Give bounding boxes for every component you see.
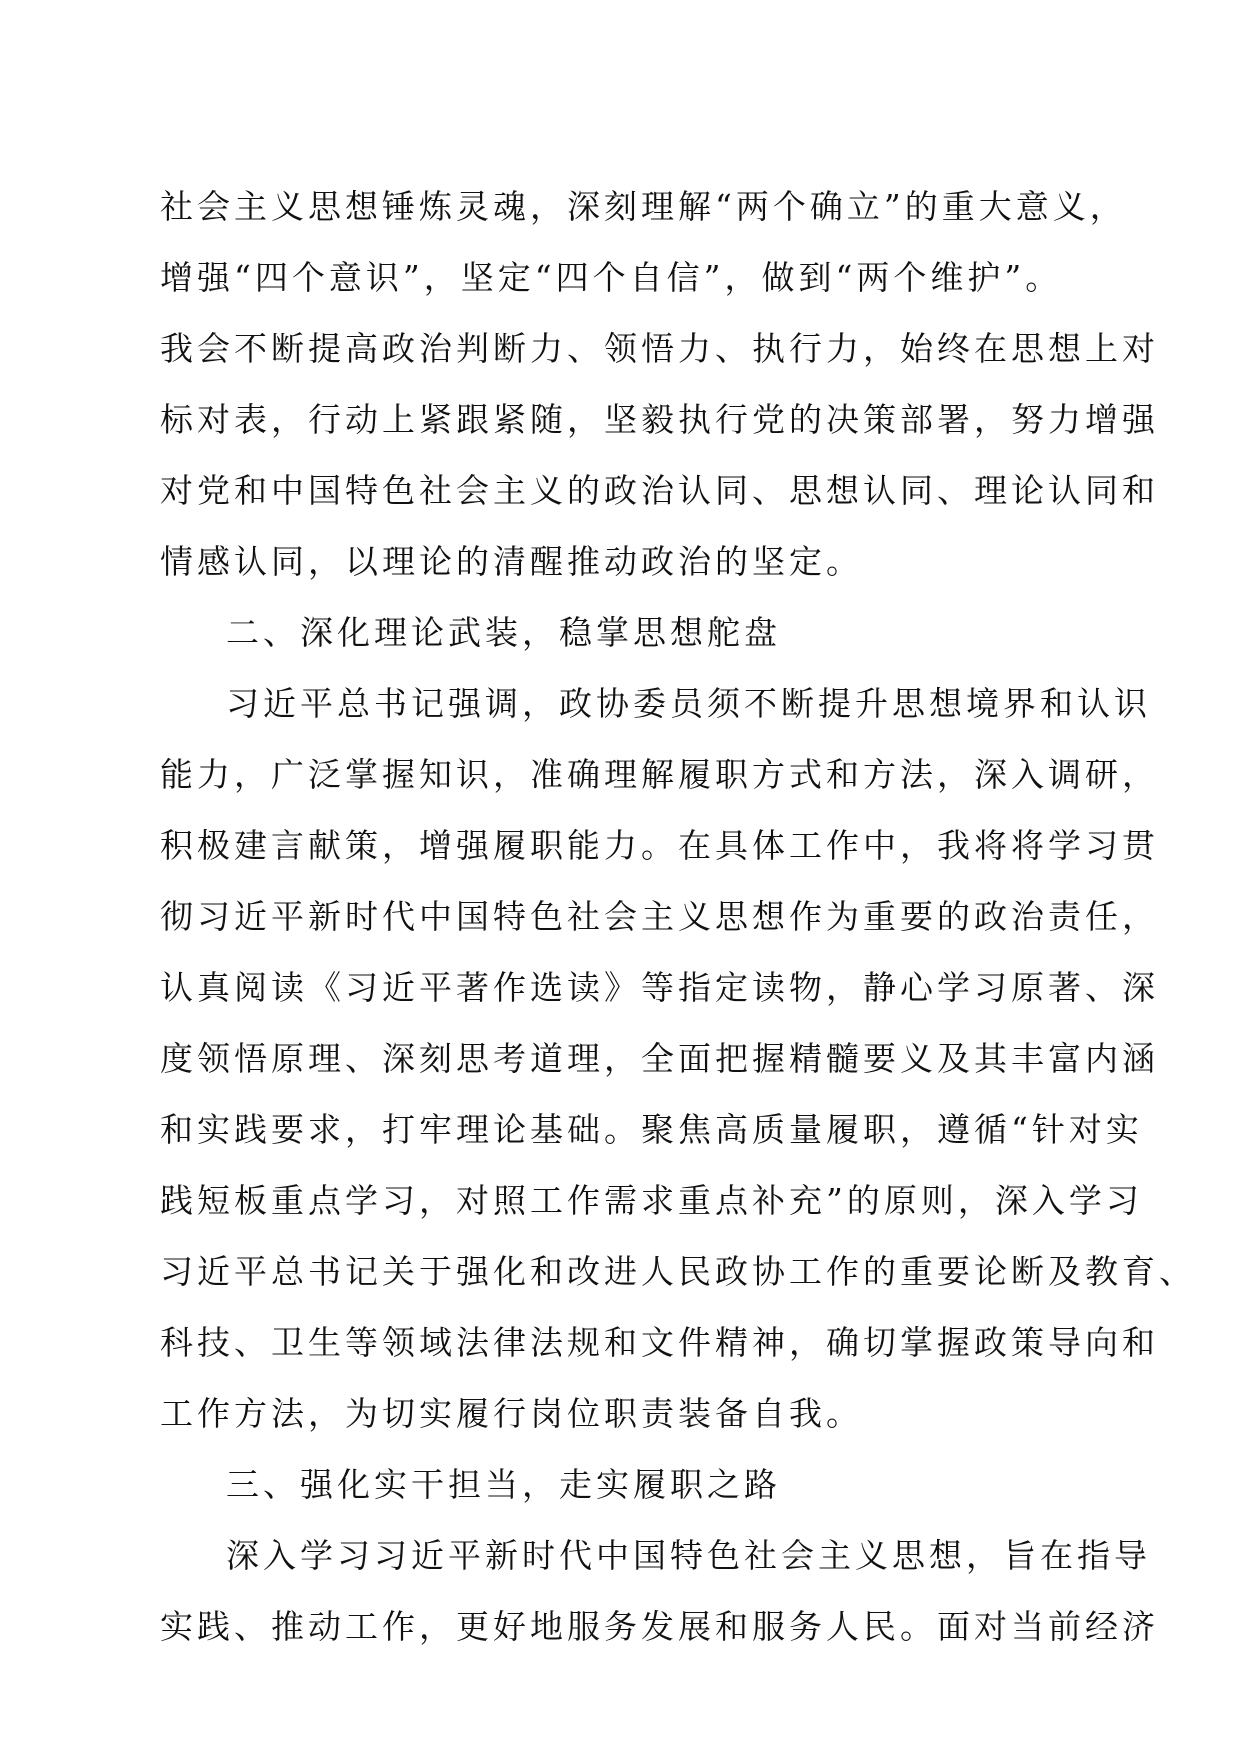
section-heading: 三、强化实干担当，走实履职之路 bbox=[226, 1465, 781, 1504]
document-body bbox=[160, 187, 1196, 1681]
text-line: 对党和中国特色社会主义的政治认同、思想认同、理论认同和 bbox=[160, 471, 1159, 510]
text-line: 习近平总书记关于强化和改进人民政协工作的重要论断及教育、 bbox=[160, 1252, 1196, 1291]
text-line: 实践、推动工作，更好地服务发展和服务人民。面对当前经济 bbox=[160, 1607, 1159, 1646]
text-line: 践短板重点学习，对照工作需求重点补充”的原则，深入学习 bbox=[160, 1181, 1143, 1220]
text-line: 能力，广泛掌握知识，准确理解履职方式和方法，深入调研， bbox=[160, 755, 1159, 794]
paragraph-first-line: 习近平总书记强调，政协委员须不断提升思想境界和认识 bbox=[226, 684, 1151, 723]
text-line: 工作方法，为切实履行岗位职责装备自我。 bbox=[160, 1394, 863, 1433]
text-line: 情感认同，以理论的清醒推动政治的坚定。 bbox=[160, 542, 863, 581]
section-heading: 二、深化理论武装，稳掌思想舵盘 bbox=[226, 613, 781, 652]
text-line: 积极建言献策，增强履职能力。在具体工作中，我将将学习贯 bbox=[160, 826, 1159, 865]
text-line: 我会不断提高政治判断力、领悟力、执行力，始终在思想上对 bbox=[160, 329, 1159, 368]
text-line: 和实践要求，打牢理论基础。聚焦高质量履职，遵循“针对实 bbox=[160, 1110, 1143, 1149]
text-line: 科技、卫生等领域法律法规和文件精神，确切掌握政策导向和 bbox=[160, 1323, 1159, 1362]
text-line: 社会主义思想锤炼灵魂，深刻理解“两个确立”的重大意义， bbox=[160, 187, 1127, 226]
text-line: 认真阅读《习近平著作选读》等指定读物，静心学习原著、深 bbox=[160, 968, 1159, 1007]
text-line: 彻习近平新时代中国特色社会主义思想作为重要的政治责任， bbox=[160, 897, 1159, 936]
text-line: 标对表，行动上紧跟紧随，坚毅执行党的决策部署，努力增强 bbox=[160, 400, 1159, 439]
text-line: 度领悟原理、深刻思考道理，全面把握精髓要义及其丰富内涵 bbox=[160, 1039, 1159, 1078]
paragraph-first-line: 深入学习习近平新时代中国特色社会主义思想，旨在指导 bbox=[226, 1536, 1151, 1575]
text-line: 增强“四个意识”，坚定“四个自信”，做到“两个维护”。 bbox=[160, 258, 1063, 297]
